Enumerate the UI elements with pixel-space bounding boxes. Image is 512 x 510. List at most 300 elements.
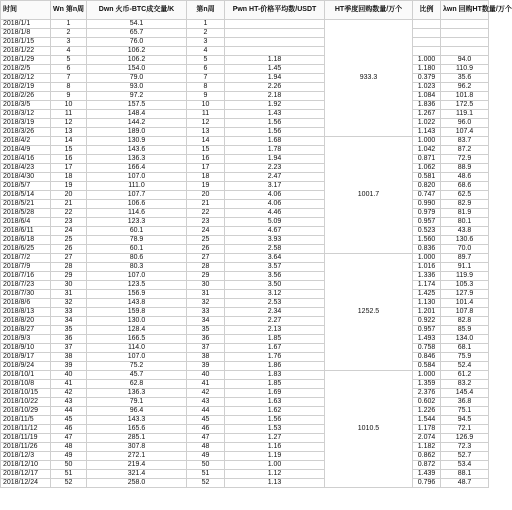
- cell-week-n: 1: [187, 20, 225, 29]
- cell-week-w: 41: [51, 380, 87, 389]
- cell-ratio: 2.074: [413, 434, 441, 443]
- cell-ht-price: 1.00: [225, 461, 325, 470]
- table-row: [1, 407, 489, 416]
- cell-ht-buyback: 94.5: [441, 416, 489, 425]
- cell-ratio: 1.267: [413, 110, 441, 119]
- cell-ht-buyback: 61.2: [441, 371, 489, 380]
- cell-btc-volume: 143.8: [87, 299, 187, 308]
- cell-date: 2018/9/3: [1, 335, 51, 344]
- table-row: [1, 137, 489, 146]
- cell-week-n: 25: [187, 236, 225, 245]
- cell-ratio: 1.143: [413, 128, 441, 137]
- cell-btc-volume: 128.4: [87, 326, 187, 335]
- cell-ratio: 1.544: [413, 416, 441, 425]
- cell-btc-volume: 166.4: [87, 164, 187, 173]
- cell-date: 2018/3/19: [1, 119, 51, 128]
- cell-ht-price: 2.47: [225, 173, 325, 182]
- cell-ratio: 1.836: [413, 101, 441, 110]
- cell-week-w: 44: [51, 407, 87, 416]
- cell-ratio: 1.000: [413, 371, 441, 380]
- cell-ratio: 0.584: [413, 362, 441, 371]
- cell-date: 2018/10/15: [1, 389, 51, 398]
- table-row: [1, 272, 489, 281]
- cell-quarter-buyback: 1252.5: [325, 254, 413, 371]
- header-date: 时间: [1, 1, 51, 20]
- table-row: [1, 83, 489, 92]
- cell-ht-buyback: 88.1: [441, 470, 489, 479]
- cell-ratio: 0.957: [413, 218, 441, 227]
- cell-ht-buyback: 75.9: [441, 353, 489, 362]
- cell-ht-price: 2.13: [225, 326, 325, 335]
- cell-ht-price: 3.12: [225, 290, 325, 299]
- cell-ht-price: 4.06: [225, 191, 325, 200]
- cell-btc-volume: 219.4: [87, 461, 187, 470]
- table-row: [1, 353, 489, 362]
- cell-date: 2018/8/6: [1, 299, 51, 308]
- cell-ht-price: 1.76: [225, 353, 325, 362]
- table-row: [1, 38, 489, 47]
- table-row: [1, 74, 489, 83]
- cell-ht-price: 3.56: [225, 272, 325, 281]
- cell-ratio: 2.376: [413, 389, 441, 398]
- table-row: [1, 470, 489, 479]
- cell-week-w: 11: [51, 110, 87, 119]
- cell-btc-volume: 307.8: [87, 443, 187, 452]
- cell-date: 2018/10/22: [1, 398, 51, 407]
- cell-week-n: 7: [187, 74, 225, 83]
- cell-ht-price: 2.26: [225, 83, 325, 92]
- cell-ht-price: [225, 38, 325, 47]
- cell-week-n: 26: [187, 245, 225, 254]
- table-row: [1, 389, 489, 398]
- cell-btc-volume: 189.0: [87, 128, 187, 137]
- cell-week-w: 19: [51, 182, 87, 191]
- cell-btc-volume: 79.1: [87, 398, 187, 407]
- cell-week-n: 14: [187, 137, 225, 146]
- header-ht-buyback: λwn 回购HT数量/万个: [441, 1, 489, 20]
- cell-ht-buyback: 96.2: [441, 83, 489, 92]
- cell-date: 2018/12/17: [1, 470, 51, 479]
- cell-ratio: 0.796: [413, 479, 441, 488]
- cell-week-n: 11: [187, 110, 225, 119]
- cell-week-n: 35: [187, 326, 225, 335]
- cell-date: 2018/6/11: [1, 227, 51, 236]
- cell-ratio: 1.178: [413, 425, 441, 434]
- cell-date: 2018/1/8: [1, 29, 51, 38]
- cell-week-n: 48: [187, 443, 225, 452]
- cell-btc-volume: 166.5: [87, 335, 187, 344]
- cell-week-n: 40: [187, 371, 225, 380]
- cell-ratio: 1.023: [413, 83, 441, 92]
- cell-week-w: 20: [51, 191, 87, 200]
- cell-ratio: 0.871: [413, 155, 441, 164]
- cell-btc-volume: 136.3: [87, 389, 187, 398]
- cell-ratio: 1.180: [413, 65, 441, 74]
- cell-week-n: 38: [187, 353, 225, 362]
- cell-btc-volume: 114.0: [87, 344, 187, 353]
- cell-btc-volume: 76.0: [87, 38, 187, 47]
- cell-week-w: 36: [51, 335, 87, 344]
- cell-btc-volume: 96.4: [87, 407, 187, 416]
- cell-week-n: 44: [187, 407, 225, 416]
- cell-week-w: 15: [51, 146, 87, 155]
- cell-ht-price: 4.46: [225, 209, 325, 218]
- cell-week-w: 50: [51, 461, 87, 470]
- cell-week-w: 40: [51, 371, 87, 380]
- cell-ratio: 0.820: [413, 182, 441, 191]
- cell-date: 2018/3/12: [1, 110, 51, 119]
- cell-ratio: 1.174: [413, 281, 441, 290]
- cell-ht-buyback: 68.1: [441, 344, 489, 353]
- cell-ratio: 1.182: [413, 443, 441, 452]
- cell-ht-buyback: 83.2: [441, 380, 489, 389]
- cell-ht-price: 2.23: [225, 164, 325, 173]
- cell-ht-price: 1.94: [225, 74, 325, 83]
- table-row: [1, 92, 489, 101]
- cell-ht-buyback: 72.1: [441, 425, 489, 434]
- cell-btc-volume: 107.7: [87, 191, 187, 200]
- cell-week-n: 45: [187, 416, 225, 425]
- cell-btc-volume: 107.0: [87, 272, 187, 281]
- cell-ht-buyback: 43.8: [441, 227, 489, 236]
- cell-date: 2018/7/9: [1, 263, 51, 272]
- cell-ht-price: 1.18: [225, 56, 325, 65]
- cell-date: 2018/11/26: [1, 443, 51, 452]
- cell-week-n: 10: [187, 101, 225, 110]
- cell-ht-buyback: 107.4: [441, 128, 489, 137]
- cell-ht-price: 1.85: [225, 335, 325, 344]
- table-row: [1, 119, 489, 128]
- cell-week-w: 27: [51, 254, 87, 263]
- cell-week-w: 8: [51, 83, 87, 92]
- cell-ratio: 0.836: [413, 245, 441, 254]
- cell-week-n: 41: [187, 380, 225, 389]
- cell-ht-price: 1.63: [225, 398, 325, 407]
- cell-ht-price: 5.09: [225, 218, 325, 227]
- cell-week-w: 9: [51, 92, 87, 101]
- cell-ht-price: 1.68: [225, 137, 325, 146]
- cell-btc-volume: 156.9: [87, 290, 187, 299]
- cell-btc-volume: 143.6: [87, 146, 187, 155]
- cell-ratio: 0.862: [413, 452, 441, 461]
- cell-date: 2018/12/3: [1, 452, 51, 461]
- cell-week-n: 28: [187, 263, 225, 272]
- cell-ht-price: [225, 29, 325, 38]
- cell-ht-price: 1.27: [225, 434, 325, 443]
- cell-date: 2018/5/14: [1, 191, 51, 200]
- cell-ht-price: 1.86: [225, 362, 325, 371]
- cell-week-w: 32: [51, 299, 87, 308]
- cell-date: 2018/7/23: [1, 281, 51, 290]
- header-btc-volume: Dwn 火币-BTC成交量/K: [87, 1, 187, 20]
- cell-ht-price: 4.06: [225, 200, 325, 209]
- cell-btc-volume: 93.0: [87, 83, 187, 92]
- cell-date: 2018/8/20: [1, 317, 51, 326]
- cell-week-w: 45: [51, 416, 87, 425]
- cell-ht-price: 2.18: [225, 92, 325, 101]
- cell-week-w: 21: [51, 200, 87, 209]
- cell-week-n: 24: [187, 227, 225, 236]
- cell-ht-buyback: 52.4: [441, 362, 489, 371]
- cell-week-w: 5: [51, 56, 87, 65]
- cell-week-n: 47: [187, 434, 225, 443]
- cell-ratio: 1.084: [413, 92, 441, 101]
- table-row: [1, 281, 489, 290]
- cell-ht-price: 1.92: [225, 101, 325, 110]
- cell-week-w: 2: [51, 29, 87, 38]
- cell-ht-price: 1.67: [225, 344, 325, 353]
- cell-week-n: 49: [187, 452, 225, 461]
- cell-btc-volume: 78.9: [87, 236, 187, 245]
- cell-btc-volume: 258.0: [87, 479, 187, 488]
- table-row: [1, 461, 489, 470]
- cell-ht-price: 1.85: [225, 380, 325, 389]
- cell-date: 2018/4/16: [1, 155, 51, 164]
- cell-btc-volume: 65.7: [87, 29, 187, 38]
- cell-btc-volume: 123.5: [87, 281, 187, 290]
- cell-ht-buyback: 91.1: [441, 263, 489, 272]
- table-row: [1, 434, 489, 443]
- cell-btc-volume: 79.0: [87, 74, 187, 83]
- table-row: [1, 452, 489, 461]
- cell-ht-price: 1.19: [225, 452, 325, 461]
- header-week-n: 第n周: [187, 1, 225, 20]
- cell-date: 2018/5/28: [1, 209, 51, 218]
- cell-btc-volume: 54.1: [87, 20, 187, 29]
- cell-date: 2018/7/30: [1, 290, 51, 299]
- cell-ratio: 0.872: [413, 461, 441, 470]
- cell-date: 2018/6/25: [1, 245, 51, 254]
- table-row: [1, 110, 489, 119]
- cell-ht-buyback: 126.9: [441, 434, 489, 443]
- cell-quarter-buyback: 933.3: [325, 20, 413, 137]
- cell-ht-price: 2.34: [225, 308, 325, 317]
- cell-ht-buyback: 72.9: [441, 155, 489, 164]
- table-row: [1, 101, 489, 110]
- cell-week-n: 51: [187, 470, 225, 479]
- table-row: [1, 308, 489, 317]
- cell-ht-buyback: 68.6: [441, 182, 489, 191]
- cell-week-w: 28: [51, 263, 87, 272]
- cell-week-w: 25: [51, 236, 87, 245]
- cell-week-n: 21: [187, 200, 225, 209]
- cell-btc-volume: 157.5: [87, 101, 187, 110]
- cell-btc-volume: 130.9: [87, 137, 187, 146]
- cell-week-w: 24: [51, 227, 87, 236]
- cell-date: 2018/9/24: [1, 362, 51, 371]
- cell-week-n: 3: [187, 38, 225, 47]
- table-row: [1, 299, 489, 308]
- cell-week-w: 37: [51, 344, 87, 353]
- cell-date: 2018/11/12: [1, 425, 51, 434]
- table-row: [1, 29, 489, 38]
- cell-week-w: 33: [51, 308, 87, 317]
- cell-ht-buyback: [441, 20, 489, 29]
- table-row: [1, 173, 489, 182]
- cell-btc-volume: 321.4: [87, 470, 187, 479]
- cell-ht-buyback: [441, 29, 489, 38]
- cell-ht-buyback: 75.1: [441, 407, 489, 416]
- cell-week-n: 36: [187, 335, 225, 344]
- cell-ratio: 1.493: [413, 335, 441, 344]
- cell-week-n: 15: [187, 146, 225, 155]
- cell-week-n: 20: [187, 191, 225, 200]
- cell-ht-buyback: 94.0: [441, 56, 489, 65]
- cell-date: 2018/2/19: [1, 83, 51, 92]
- cell-week-n: 30: [187, 281, 225, 290]
- table-row: [1, 398, 489, 407]
- header-quarter-buyback: HT季度回购数量/万个: [325, 1, 413, 20]
- cell-ht-price: 3.64: [225, 254, 325, 263]
- cell-ht-price: [225, 47, 325, 56]
- cell-week-n: 29: [187, 272, 225, 281]
- cell-ht-buyback: 89.7: [441, 254, 489, 263]
- cell-date: 2018/4/2: [1, 137, 51, 146]
- cell-ht-price: 4.67: [225, 227, 325, 236]
- cell-ht-price: 1.13: [225, 479, 325, 488]
- cell-ht-price: 1.45: [225, 65, 325, 74]
- table-row: [1, 182, 489, 191]
- cell-week-w: 38: [51, 353, 87, 362]
- cell-btc-volume: 159.8: [87, 308, 187, 317]
- cell-week-n: 31: [187, 290, 225, 299]
- cell-btc-volume: 143.3: [87, 416, 187, 425]
- table-row: [1, 155, 489, 164]
- header-row: [1, 1, 489, 20]
- cell-btc-volume: 144.2: [87, 119, 187, 128]
- cell-week-w: 46: [51, 425, 87, 434]
- header-ratio: 比例: [413, 1, 441, 20]
- cell-week-w: 12: [51, 119, 87, 128]
- cell-week-n: 18: [187, 173, 225, 182]
- cell-week-w: 3: [51, 38, 87, 47]
- cell-ht-buyback: 101.8: [441, 92, 489, 101]
- cell-week-w: 17: [51, 164, 87, 173]
- cell-date: 2018/5/7: [1, 182, 51, 191]
- cell-week-w: 23: [51, 218, 87, 227]
- cell-ht-buyback: 96.0: [441, 119, 489, 128]
- cell-ratio: 0.990: [413, 200, 441, 209]
- cell-ht-price: 1.62: [225, 407, 325, 416]
- cell-date: 2018/2/5: [1, 65, 51, 74]
- cell-ht-buyback: 70.0: [441, 245, 489, 254]
- cell-date: 2018/7/16: [1, 272, 51, 281]
- cell-btc-volume: 106.6: [87, 200, 187, 209]
- cell-ht-price: 1.56: [225, 128, 325, 137]
- cell-ht-buyback: 82.8: [441, 317, 489, 326]
- cell-ratio: 1.000: [413, 137, 441, 146]
- cell-ht-price: 1.94: [225, 155, 325, 164]
- cell-week-n: 17: [187, 164, 225, 173]
- table-row: [1, 218, 489, 227]
- cell-week-w: 7: [51, 74, 87, 83]
- cell-btc-volume: 97.2: [87, 92, 187, 101]
- cell-ratio: 0.379: [413, 74, 441, 83]
- cell-quarter-buyback: 1010.5: [325, 371, 413, 488]
- table-row: [1, 344, 489, 353]
- cell-date: 2018/1/1: [1, 20, 51, 29]
- cell-ht-buyback: 134.0: [441, 335, 489, 344]
- table-row: [1, 254, 489, 263]
- cell-ratio: 1.439: [413, 470, 441, 479]
- table-row: [1, 479, 489, 488]
- table-row: [1, 47, 489, 56]
- cell-ht-buyback: 119.9: [441, 272, 489, 281]
- cell-week-n: 37: [187, 344, 225, 353]
- cell-ht-price: 3.93: [225, 236, 325, 245]
- cell-ht-buyback: [441, 38, 489, 47]
- cell-date: 2018/9/10: [1, 344, 51, 353]
- cell-ratio: 0.602: [413, 398, 441, 407]
- table-row: [1, 326, 489, 335]
- cell-ht-buyback: 127.9: [441, 290, 489, 299]
- cell-ratio: 1.042: [413, 146, 441, 155]
- cell-week-n: 50: [187, 461, 225, 470]
- cell-btc-volume: 106.2: [87, 56, 187, 65]
- cell-date: 2018/2/26: [1, 92, 51, 101]
- cell-week-n: 4: [187, 47, 225, 56]
- cell-ratio: [413, 20, 441, 29]
- cell-ratio: 0.979: [413, 209, 441, 218]
- table-row: [1, 227, 489, 236]
- cell-date: 2018/4/9: [1, 146, 51, 155]
- cell-date: 2018/1/15: [1, 38, 51, 47]
- cell-week-n: 33: [187, 308, 225, 317]
- cell-ht-buyback: 48.6: [441, 173, 489, 182]
- table-row: [1, 200, 489, 209]
- cell-ht-price: 1.56: [225, 119, 325, 128]
- cell-week-w: 16: [51, 155, 87, 164]
- cell-week-w: 34: [51, 317, 87, 326]
- cell-week-n: 6: [187, 65, 225, 74]
- cell-ratio: [413, 38, 441, 47]
- cell-date: 2018/8/27: [1, 326, 51, 335]
- cell-date: 2018/11/5: [1, 416, 51, 425]
- cell-ht-buyback: 110.9: [441, 65, 489, 74]
- cell-week-w: 39: [51, 362, 87, 371]
- table-row: [1, 20, 489, 29]
- cell-week-w: 51: [51, 470, 87, 479]
- cell-date: 2018/12/24: [1, 479, 51, 488]
- cell-ht-buyback: 145.4: [441, 389, 489, 398]
- cell-ratio: 0.523: [413, 227, 441, 236]
- header-week-w: Wn 第n周: [51, 1, 87, 20]
- cell-ht-buyback: 62.5: [441, 191, 489, 200]
- cell-week-w: 52: [51, 479, 87, 488]
- cell-btc-volume: 60.1: [87, 245, 187, 254]
- cell-btc-volume: 154.0: [87, 65, 187, 74]
- cell-date: 2018/9/17: [1, 353, 51, 362]
- cell-week-w: 47: [51, 434, 87, 443]
- cell-ht-buyback: 172.5: [441, 101, 489, 110]
- table-row: [1, 146, 489, 155]
- cell-week-w: 29: [51, 272, 87, 281]
- cell-ht-buyback: [441, 47, 489, 56]
- cell-ht-price: 2.27: [225, 317, 325, 326]
- cell-week-w: 48: [51, 443, 87, 452]
- cell-ht-buyback: 81.9: [441, 209, 489, 218]
- cell-week-w: 4: [51, 47, 87, 56]
- cell-btc-volume: 123.3: [87, 218, 187, 227]
- cell-date: 2018/5/21: [1, 200, 51, 209]
- cell-date: 2018/1/22: [1, 47, 51, 56]
- table-row: [1, 317, 489, 326]
- cell-date: 2018/10/29: [1, 407, 51, 416]
- cell-btc-volume: 272.1: [87, 452, 187, 461]
- cell-week-n: 2: [187, 29, 225, 38]
- cell-week-w: 18: [51, 173, 87, 182]
- cell-ratio: 1.201: [413, 308, 441, 317]
